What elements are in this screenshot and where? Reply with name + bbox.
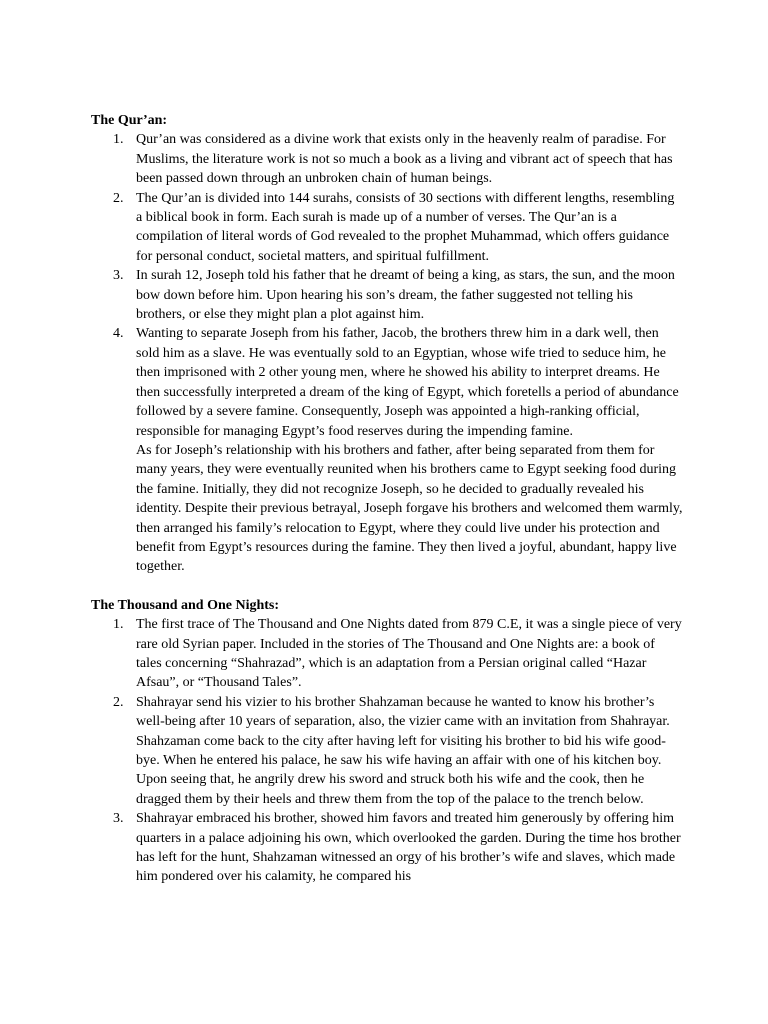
list-item [91,266,683,324]
list-item-continuation-text: As for Joseph’s relationship with his brothers and father, after being separated from them for many years, they were eventually reunited when his brothers came to Egypt seeking food during the famine. Initially, they did not recognize Joseph, so he decided to gradually revealed his identity. Despite their previous betrayal, Joseph forgave his brothers and welcomed them warmly, then arranged his family’s relocation to Egypt, where they could live under his protection and benefit from Egypt’s resources during the famine. They then lived a joyful, abundant, happy live together. [136,442,683,575]
list-item [91,324,683,576]
list-item-text: The Qur’an is divided into 144 surahs, consists of 30 sections with different lengths, resembling a biblical book in form. Each surah is made up of a number of verses. The Qur’an is a compilation of literal words of God revealed to the prophet Muhammad, which offers guidance for personal conduct, societal matters, and spiritual fulfillment. [136,190,675,264]
list-item-text: Qur’an was considered as a divine work that exists only in the heavenly realm of paradise. For Muslims, the literature work is not so much a book as a living and vibrant act of speech that has been passed down through an unbroken chain of human beings. [136,132,673,187]
section-thousand-and-one-nights [91,596,683,887]
list-item-number: 1. [113,617,124,633]
list-item-text: In surah 12, Joseph told his father that he dreamt of being a king, as stars, the sun, and the moon bow down before him. Upon hearing his son’s dream, the father suggested not telling his brothers, or else they might plan a plot against him. [136,268,675,323]
list-item-text: Shahrayar embraced his brother, showed him favors and treated him generously by offering him quarters in a palace adjoining his own, which overlooked the garden. During the time hos brother has left for the hunt, Shahzaman witnessed an orgy of his brother’s wife and slaves, which made him pondered over his calamity, he compared his [136,811,681,885]
document-body [91,111,683,887]
list-item-number: 2. [113,694,124,710]
list-item-number: 3. [113,268,124,284]
list-item-number: 2. [113,190,124,206]
list-item-number: 1. [113,132,124,148]
list-item-text: Shahrayar send his vizier to his brother Shahzaman because he wanted to know his brother’s well-being after 10 years of separation, also, the vizier came with an invitation from Shahrayar. Shahzaman come back to the city after having left for visiting his brother to bid his wife good-bye. When he entered his palace, he saw his wife having an affair with one of his kitchen boy. Upon seeing that, he angrily drew his sword and struck both his wife and the cook, then he dragged them by their heels and threw them from the top of the palace to the trench below. [136,694,670,807]
section-heading: The Qur’an: [91,113,168,128]
list-item [91,189,683,267]
numbered-list [91,615,683,887]
section-quran [91,111,683,577]
section-heading: The Thousand and One Nights: [91,597,280,613]
list-item-number: 4. [113,326,124,342]
list-item-text: The first trace of The Thousand and One Nights dated from 879 C.E, it was a single piece of very rare old Syrian paper. Included in the stories of The Thousand and One Nights are: a book of tales concerning “Shahrazad”, which is an adaptation from a Persian original called “Hazar Afsau”, or “Thousand Tales”. [136,617,682,691]
list-item [91,615,683,693]
list-item [91,809,683,887]
numbered-list [91,130,683,576]
list-item [91,693,683,809]
list-item-number: 3. [113,811,124,827]
list-item-text: Wanting to separate Joseph from his father, Jacob, the brothers threw him in a dark well, then sold him as a slave. He was eventually sold to an Egyptian, whose wife tried to seduce him, he then imprisoned with 2 other young men, where he showed his ability to interpret dreams. He then successfully interpreted a dream of the king of Egypt, which foretells a period of abundance followed by a severe famine. Consequently, Joseph was appointed a high-ranking official, responsible for managing Egypt’s food reserves during the impending famine. [136,326,679,439]
list-item [91,130,683,188]
